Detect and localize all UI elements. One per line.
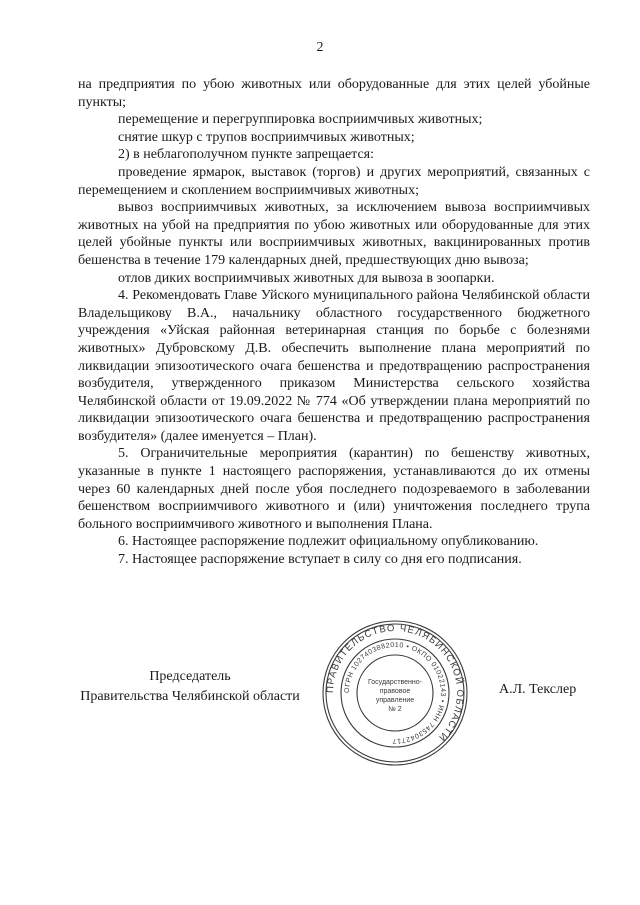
paragraph: отлов диких восприимчивых животных для вывоза в зоопарки. xyxy=(118,270,495,286)
seal-center-line: правовое xyxy=(379,688,411,695)
paragraph: 4. Рекомендовать Главе Уйского муниципального района Челябинской области Владельщикову В.А., начальнику областного государственного бюджетного учреждения «Уйская районная ветеринарная станция по борьбе с болезнями животных» Дубровскому Д.В. обеспечить выполнение плана мероприятий по ликвидации эпизоотического очага бешенства и предотвращению распространения возбудителя, утвержденного приказом Министерства сельского хозяйства Челябинской области от 19.09.2022 № 774 «Об утверждении плана мероприятий по ликвидации эпизоотического очага бешенства и предотвращению распространения возбудителя» (далее именуется – План). xyxy=(78,288,590,444)
signatory-position-line: Правительства Челябинской области xyxy=(80,689,300,704)
seal-codes-text: ОГРН 1027403882010 • ОКПО 01022143 • ИНН 7453042717 xyxy=(343,641,447,745)
signatory-position-line: Председатель xyxy=(149,669,231,684)
paragraph: 7. Настоящее распоряжение вступает в силу со дня его подписания. xyxy=(118,552,522,568)
paragraph: на предприятия по убою животных или оборудованные для этих целей убойные пункты; xyxy=(78,77,590,110)
paragraph: 5. Ограничительные мероприятия (карантин) по бешенству животных, указанные в пункте 1 настоящего распоряжения, устанавливаются до их отмены через 60 календарных дней после убоя последнего подозреваемого в заболевании бешенством восприимчивого животного и (или) уничтожения последнего трупа больного восприимчивого животного и выполнения Плана. xyxy=(78,446,590,532)
paragraph: перемещение и перегруппировка восприимчивых животных; xyxy=(118,112,483,128)
seal-center-line: управление xyxy=(375,697,415,704)
page-number: 2 xyxy=(316,40,324,55)
signature-block xyxy=(0,622,640,780)
signatory-position xyxy=(70,667,310,707)
paragraph: снятие шкур с трупов восприимчивых животных; xyxy=(118,129,415,145)
official-seal xyxy=(320,618,470,768)
signatory-name: А.Л. Текслер xyxy=(499,682,577,697)
document-body xyxy=(78,76,590,569)
paragraph: 2) в неблагополучном пункте запрещается: xyxy=(118,147,375,163)
paragraph: проведение ярмарок, выставок (торгов) и других мероприятий, связанных с перемещением и скоплением восприимчивых животных; xyxy=(78,164,590,198)
paragraph: вывоз восприимчивых животных, за исключением вывоза восприимчивых животных на убой на предприятия по убою животных или оборудованные для этих целей убойные пункты или восприимчивых животных, вакцинированных против бешенства в течение 179 календарных дней, предшествующих дню вывоза; xyxy=(78,200,590,268)
seal-ring-text: ПРАВИТЕЛЬСТВО ЧЕЛЯБИНСКОЙ ОБЛАСТИ xyxy=(324,622,466,744)
paragraph: 6. Настоящее распоряжение подлежит официальному опубликованию. xyxy=(118,534,539,550)
seal-center-line: № 2 xyxy=(388,706,402,713)
seal-center-line: Государственно- xyxy=(367,679,423,686)
